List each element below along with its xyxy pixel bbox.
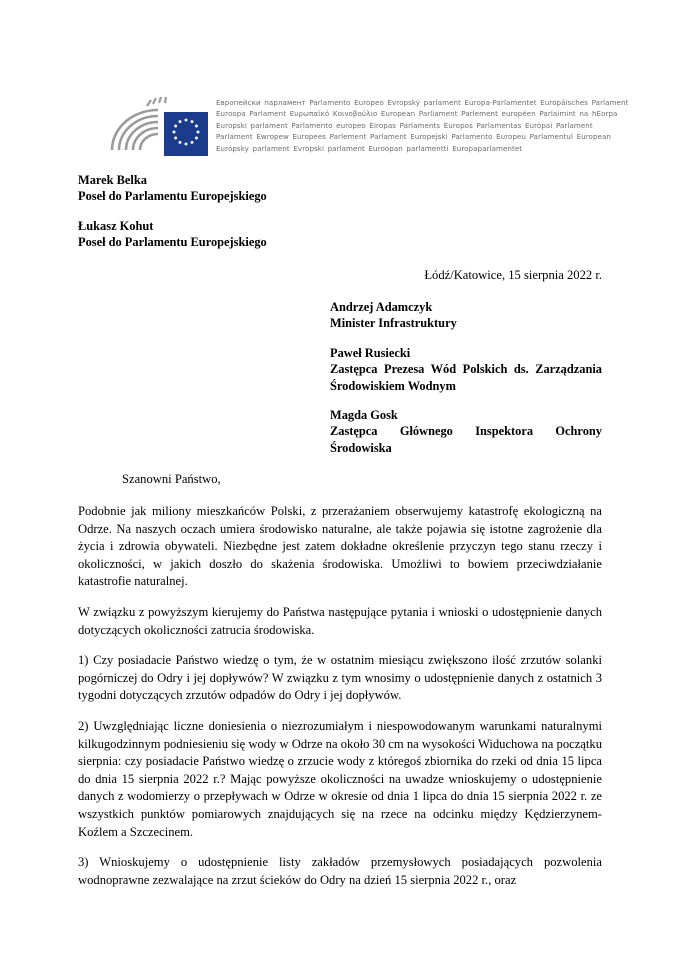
recipient-name: Andrzej Adamczyk <box>330 300 433 314</box>
european-parliament-logo <box>104 94 208 158</box>
language-line: Europski parlament Parlamento europeo Eiropas Parlaments Europos Parlamentas Európai Parlament <box>216 120 593 130</box>
date-line: Łódź/Katowice, 15 sierpnia 2022 r. <box>424 268 602 282</box>
recipient-role: Zastępca Prezesa Wód Polskich ds. Zarządzania Środowiskiem Wodnym <box>330 362 602 393</box>
language-line: Parlament Ewropew Europees Parlement Parlament Europejski Parlamento Europeu Parlamentul European <box>216 132 611 142</box>
sender-block <box>78 172 267 251</box>
letterhead <box>104 94 629 158</box>
letterhead-languages <box>216 94 629 154</box>
body-paragraph: Podobnie jak miliony mieszkańców Polski, z przerażaniem obserwujemy katastrofę ekologiczną na Odrze. Na naszych oczach umiera środowisko naturalne, ale także pojawia się istotne zagrożenie dla życia i zdrowia obywateli. Niezbędne jest zatem dokładne określenie przyczyn tego stanu rzeczy i okoliczności, w jakich doszło do skażenia środowiska. Umożliwi to bowiem przeciwdziałanie katastrofie naturalnej. <box>78 504 602 589</box>
body-paragraph-item-1: 1) Czy posiadacie Państwo wiedzę o tym, że w ostatnim miesiącu zwiększono ilość zrzutów solanki pogórniczej do Odry i jej dopływów? W związku z tym wnosimy o udostępnienie danych z ostatnich 3 tygodni dotyczących zrzutów odpadów do Odry i jej dopływów. <box>78 653 602 703</box>
body-paragraph: W związku z powyższym kierujemy do Państwa następujące pytania i wnioski o udostępnienie danych dotyczących okoliczności zatrucia środowiska. <box>78 604 602 637</box>
recipient-role: Minister Infrastruktury <box>330 316 457 331</box>
sender-entry <box>78 218 267 251</box>
sender-entry <box>78 172 267 205</box>
recipient-entry <box>330 407 602 456</box>
body-paragraph-item-2: 2) Uwzględniając liczne doniesienia o niezrozumiałym i niespowodowanym warunkami naturalnymi kilkugodzinnym podniesieniu się wody w Odrze na około 30 cm na wysokości Widuchowa na początku sierpnia: czy posiadacie Państwo wiedzę o zrzucie wody z któregoś zbiornika do rzeki od dnia 15 lipca do dnia 15 sierpnia 2022 r.? Mając powyższe okoliczności na uwadze wnioskujemy o udostępnienie danych z wodomierzy o przepływach w Odrze w okresie od dnia 1 lipca do dnia 15 sierpnia 2022 r. ze wszystkich punktów pomiarowych znajdujących się na rzece na odcinku między Kędzierzynem-Koźlem a Szczecinem. <box>78 718 602 839</box>
recipient-entry <box>330 299 602 332</box>
sender-role: Poseł do Parlamentu Europejskiego <box>78 235 267 250</box>
recipient-name: Paweł Rusiecki <box>330 345 411 360</box>
letter-body <box>78 503 602 889</box>
sender-name: Marek Belka <box>78 173 147 187</box>
salutation: Szanowni Państwo, <box>122 472 221 486</box>
language-line: Európsky parlament Evropski parlament Euroopan parlamentti Europaparlamentet <box>216 143 523 153</box>
sender-name: Łukasz Kohut <box>78 218 154 233</box>
recipient-role: Zastępca Głównego Inspektora Ochrony Środowiska <box>330 424 602 455</box>
sender-role: Poseł do Parlamentu Europejskiego <box>78 189 267 204</box>
body-paragraph-item-3: 3) Wnioskujemy o udostępnienie listy zakładów przemysłowych posiadających pozwolenia wodnoprawne zezwalające na zrzut ścieków do Odry na dzień 15 sierpnia 2022 r., oraz <box>78 855 602 887</box>
language-line: Euroopa Parlament Ευρωπαϊκό Κοινοβούλιο European Parliament Parlement européen Parlaimint na hEorpa <box>216 109 618 119</box>
recipient-name: Magda Gosk <box>330 408 398 423</box>
recipient-entry <box>330 345 602 394</box>
recipient-block <box>330 299 602 456</box>
language-line: Европейски парламент Parlamento Europeo Evropský parlament Europa-Parlamentet Europäisches Parlament <box>216 98 629 107</box>
